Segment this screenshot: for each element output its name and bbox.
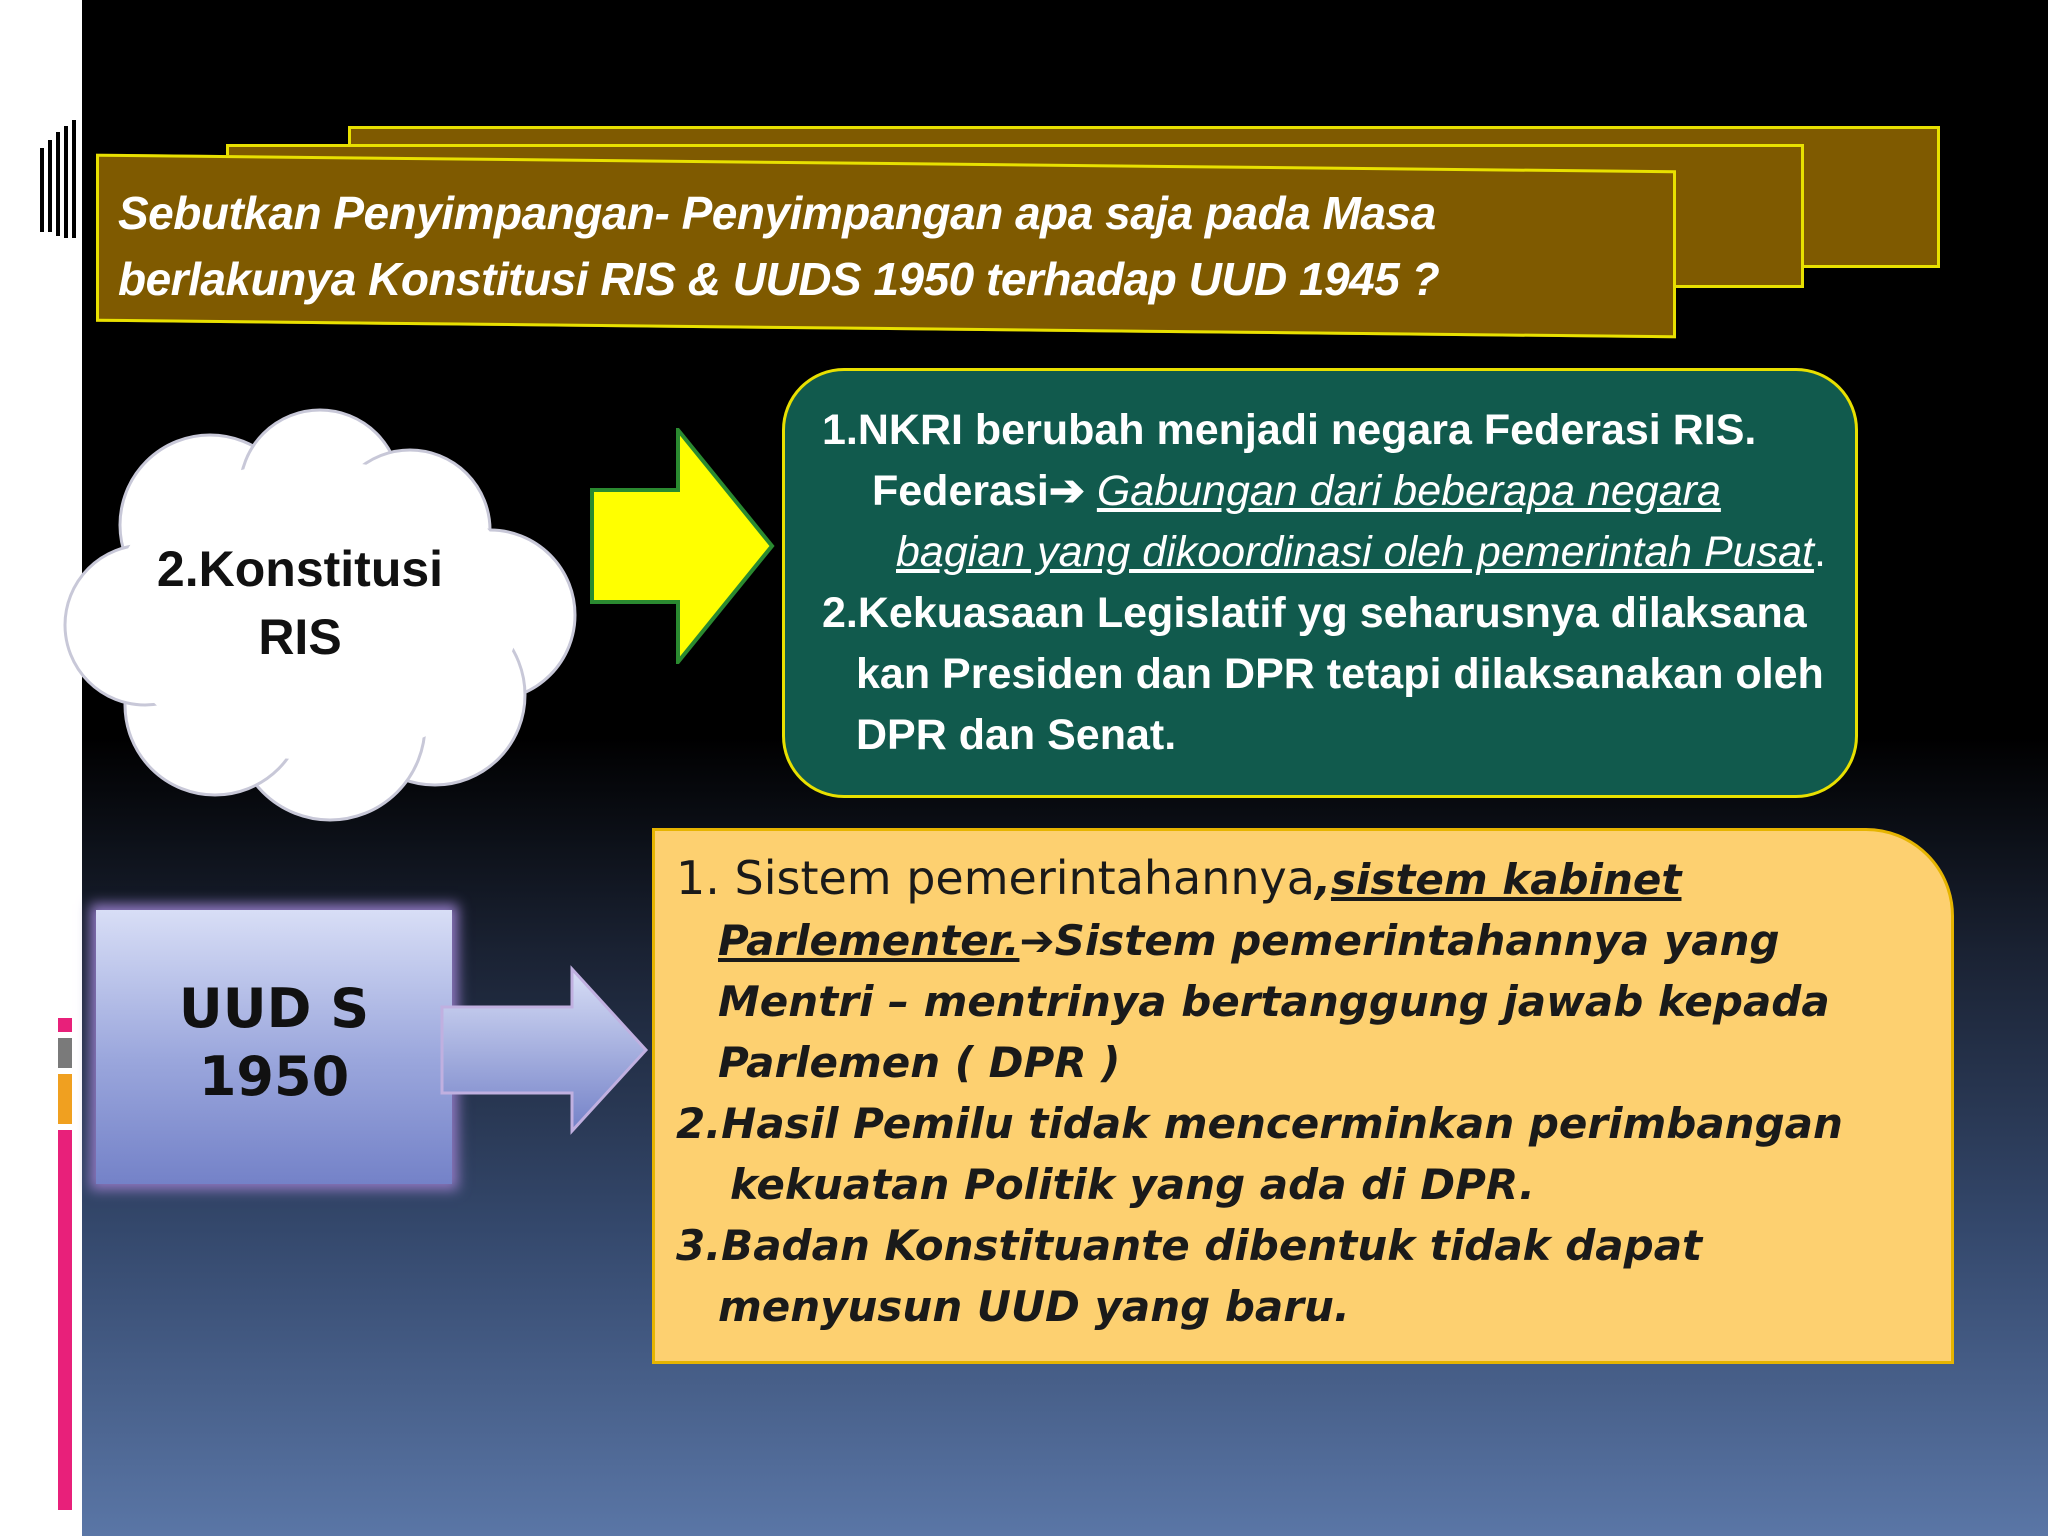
federasi-definition-1: Gabungan dari beberapa negara (1096, 467, 1721, 515)
ris-item-2-line-3: DPR dan Senat. (856, 711, 1177, 759)
federasi-definition-2: bagian yang dikoordinasi oleh pemerintah Pusat (896, 528, 1814, 576)
cloud-line-1: 2.Konstitusi (156, 541, 444, 597)
uuds-line-2: 1950 (198, 1045, 350, 1108)
uuds-item-2-line-2: kekuatan Politik yang ada di DPR. (730, 1160, 1535, 1209)
federasi-definition-end: . (1813, 528, 1826, 576)
uuds-item-1-rest-1: Sistem pemerintahannya yang (1054, 916, 1780, 965)
ris-content-text (822, 400, 1832, 766)
cloud-label (130, 535, 470, 671)
ris-item-2-line-1: 2.Kekuasaan Legislatif yg seharusnya dilaksana (822, 589, 1807, 637)
uuds-item-1-rest-3: Parlemen ( DPR ) (718, 1038, 1121, 1087)
blue-right-arrow-icon (440, 965, 650, 1135)
uuds-item-1-rest-2: Mentri – mentrinya bertanggung jawab kepada (718, 977, 1830, 1026)
yellow-right-arrow-icon (590, 428, 776, 664)
ris-item-1: 1.NKRI berubah menjadi negara Federasi RIS. (822, 406, 1757, 454)
title-line-1: Sebutkan Penyimpangan- Penyimpangan apa saja pada Masa (118, 187, 1436, 239)
uuds-line-1: UUD S (178, 977, 370, 1040)
decor-gray-block (58, 1038, 72, 1068)
federasi-label: Federasi (872, 467, 1049, 515)
cloud-line-2: RIS (258, 609, 342, 665)
uuds-item-1-prefix: 1. Sistem pemerintahannya (676, 851, 1315, 905)
decor-pink-bar (58, 1130, 72, 1510)
ris-item-2-line-2: kan Presiden dan DPR tetapi dilaksanakan oleh (856, 650, 1824, 698)
page-title (118, 180, 1538, 312)
decor-orange-block (58, 1074, 72, 1124)
uuds-item-3-line-1: 3.Badan Konstituante dibentuk tidak dapat (676, 1221, 1703, 1270)
uuds-content-text (676, 848, 1936, 1337)
uuds-item-3-line-2: menyusun UUD yang baru. (718, 1282, 1350, 1331)
uuds-item-1-comma: , (1314, 855, 1331, 904)
uuds-label (96, 975, 452, 1111)
title-line-2: berlakunya Konstitusi RIS & UUDS 1950 terhadap UUD 1945 ? (118, 253, 1440, 305)
uuds-item-2-line-1: 2.Hasil Pemilu tidak mencerminkan perimbangan (676, 1099, 1843, 1148)
arrow-right-icon-2: ➔ (1019, 916, 1055, 965)
arrow-right-icon: ➔ (1048, 467, 1085, 515)
uuds-item-1-underlined-1: sistem kabinet (1330, 855, 1682, 904)
uuds-item-1-underlined-2: Parlementer. (718, 916, 1020, 965)
decor-pink-top (58, 1018, 72, 1032)
